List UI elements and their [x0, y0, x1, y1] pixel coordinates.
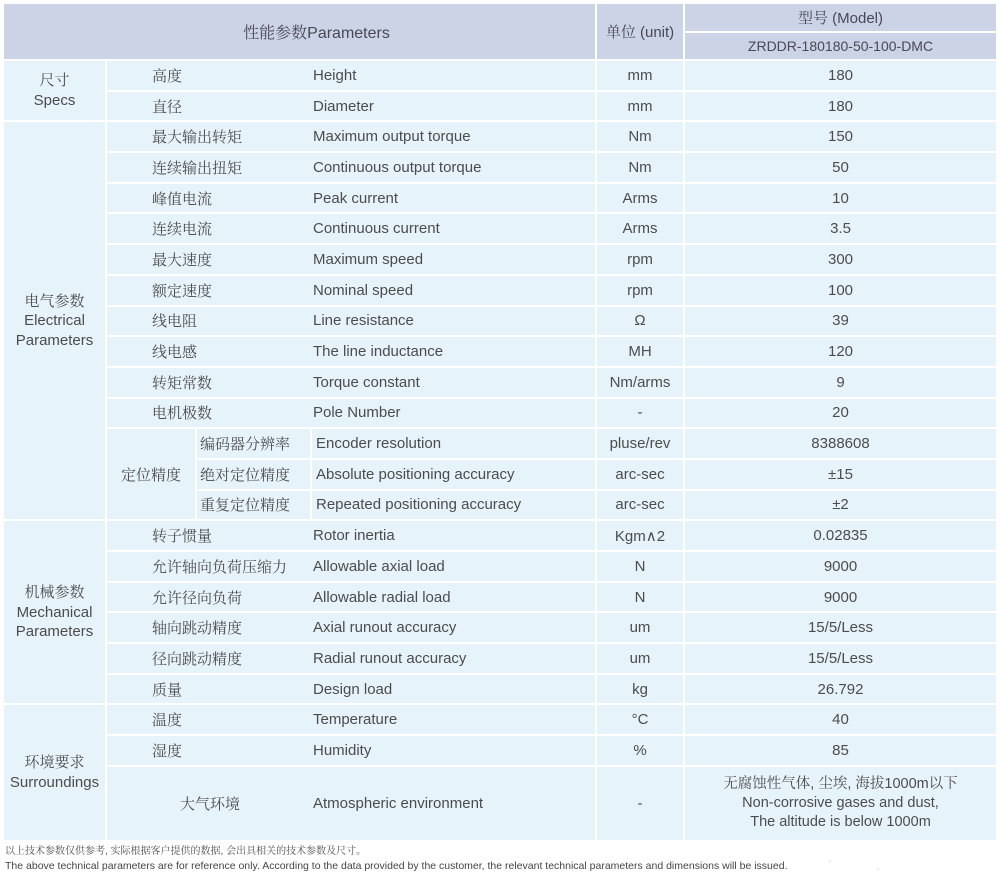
value-cell: 39 [685, 307, 996, 336]
table-body [4, 61, 996, 840]
param-name-zh: 允许径向负荷 [152, 589, 243, 607]
param-name-zh: 连续输出扭矩 [152, 159, 243, 177]
unit-cell: % [597, 736, 683, 765]
category-cell [4, 705, 105, 839]
spec-table [4, 4, 996, 840]
positioning-accuracy-group [107, 429, 996, 519]
param-name-zh: 径向跳动精度 [152, 650, 243, 668]
unit-cell: Nm [597, 153, 683, 182]
param-name-en: Absolute positioning accuracy [312, 460, 595, 489]
param-label-cell [107, 153, 595, 182]
unit-cell: arc-sec [597, 491, 683, 520]
value-cell: 10 [685, 184, 996, 213]
model-header-cell: 型号 (Model) [685, 4, 996, 31]
value-cell: 100 [685, 276, 996, 305]
unit-cell: Nm [597, 122, 683, 151]
table-row [107, 705, 996, 734]
table-row [197, 491, 996, 520]
value-cell: 300 [685, 245, 996, 274]
value-cell: 85 [685, 736, 996, 765]
category-label-en: Electrical Parameters [15, 312, 94, 349]
param-name-en: Continuous current [313, 220, 440, 238]
table-header [4, 4, 996, 59]
value-cell: 9 [685, 368, 996, 397]
section-rows [107, 521, 996, 703]
table-row [107, 92, 996, 121]
value-cell: 40 [685, 705, 996, 734]
param-label-cell [107, 767, 595, 840]
param-name-zh: 额定速度 [152, 282, 213, 300]
param-label-cell [107, 337, 595, 366]
param-label-cell [107, 705, 595, 734]
value-cell: 15/5/Less [685, 613, 996, 642]
param-name-zh: 峰值电流 [152, 190, 213, 208]
param-label-cell [107, 583, 595, 612]
table-row [107, 307, 996, 336]
param-name-zh: 质量 [152, 681, 183, 699]
table-row [107, 552, 996, 581]
table-row [107, 583, 996, 612]
param-name-en: Allowable radial load [313, 588, 451, 606]
unit-cell: Kgm∧2 [597, 521, 683, 550]
value-line: The altitude is below 1000m [750, 813, 931, 830]
param-name-zh: 大气环境 [179, 795, 240, 813]
table-row [107, 214, 996, 243]
category-label-zh: 电气参数 [24, 292, 85, 310]
value-cell: 180 [685, 61, 996, 90]
value-cell: 9000 [685, 552, 996, 581]
model-number-cell: ZRDDR-180180-50-100-DMC [685, 33, 996, 60]
category-cell [4, 122, 105, 519]
param-label-cell [107, 552, 595, 581]
section-specs [4, 61, 996, 120]
category-label-en: Specs [33, 91, 76, 109]
unit-cell: - [597, 399, 683, 428]
category-cell [4, 61, 105, 120]
param-name-zh: 线电阻 [152, 313, 198, 331]
param-name-en: Continuous output torque [313, 158, 482, 176]
param-name-en: Repeated positioning accuracy [312, 491, 595, 520]
param-name-zh: 允许轴向负荷压缩力 [152, 558, 288, 576]
param-name-zh: 转矩常数 [152, 374, 213, 392]
table-row [107, 337, 996, 366]
value-cell: 26.792 [685, 675, 996, 704]
table-row [107, 61, 996, 90]
positioning-group-cell: 定位精度 [107, 429, 195, 519]
unit-cell: °C [597, 705, 683, 734]
table-row [107, 613, 996, 642]
unit-cell: N [597, 583, 683, 612]
value-cell: ±2 [685, 491, 996, 520]
unit-cell: rpm [597, 245, 683, 274]
param-name-zh: 温度 [152, 712, 183, 730]
section-rows [107, 705, 996, 839]
param-name-en: Torque constant [313, 373, 420, 391]
faint-watermark [794, 851, 914, 877]
table-row [107, 736, 996, 765]
param-name-zh: 转子惯量 [152, 528, 213, 546]
param-name-zh: 湿度 [152, 742, 183, 760]
table-row [107, 644, 996, 673]
section-electrical [4, 122, 996, 519]
table-row [107, 368, 996, 397]
category-label-zh: 尺寸 [39, 72, 70, 90]
unit-header-cell: 单位 (unit) [597, 4, 683, 59]
param-label-cell [107, 368, 595, 397]
unit-cell: Nm/arms [597, 368, 683, 397]
category-label-zh: 环境要求 [24, 754, 85, 772]
category-label-zh: 机械参数 [24, 584, 85, 602]
param-label-cell [107, 184, 595, 213]
section-surroundings [4, 705, 996, 839]
param-name-en: Pole Number [313, 404, 401, 422]
param-name-en: Diameter [313, 97, 374, 115]
unit-cell: rpm [597, 276, 683, 305]
param-label-cell [107, 399, 595, 428]
param-name-en: Rotor inertia [313, 527, 395, 545]
value-cell: ±15 [685, 460, 996, 489]
param-name-zh: 电机极数 [152, 405, 213, 423]
param-label-cell [107, 521, 595, 550]
param-name-en: Line resistance [313, 312, 414, 330]
table-row [107, 521, 996, 550]
param-label-cell [107, 122, 595, 151]
param-name-en: Design load [313, 680, 393, 698]
table-row [107, 122, 996, 151]
param-name-en: Temperature [313, 711, 398, 729]
unit-cell: MH [597, 337, 683, 366]
category-label-en: Mechanical Parameters [15, 603, 94, 641]
value-line: Non-corrosive gases and dust, [742, 794, 939, 811]
param-name-zh: 高度 [152, 67, 183, 85]
param-name-en: The line inductance [313, 343, 444, 361]
param-name-en: Maximum output torque [313, 128, 471, 146]
table-row [197, 460, 996, 489]
table-row [107, 153, 996, 182]
value-line: 无腐蚀性气体, 尘埃, 海拔1000m以下 [723, 775, 958, 792]
section-rows [107, 122, 996, 519]
param-name-zh: 重复定位精度 [197, 491, 310, 520]
category-cell [4, 521, 105, 703]
param-label-cell [107, 675, 595, 704]
parameters-header-cell: 性能参数Parameters [4, 4, 595, 59]
section-rows [107, 61, 996, 120]
value-cell: 120 [685, 337, 996, 366]
unit-cell: - [597, 767, 683, 840]
table-row [107, 245, 996, 274]
atmospheric-row [107, 767, 996, 840]
param-name-zh: 线电感 [152, 344, 198, 362]
footer-note-en: The above technical parameters are for reference only. According to the data provided by the customer, the relevant technical parameters and dimensions will be issued. [5, 860, 788, 872]
param-label-cell [107, 613, 595, 642]
param-name-en: Allowable axial load [313, 557, 445, 575]
param-label-cell [107, 92, 595, 121]
param-name-en: Atmospheric environment [313, 794, 484, 812]
param-name-zh: 绝对定位精度 [197, 460, 310, 489]
param-name-zh: 编码器分辨率 [197, 429, 310, 458]
footer-notes [5, 844, 788, 875]
unit-cell: pluse/rev [597, 429, 683, 458]
model-header-column [685, 4, 996, 59]
param-label-cell [107, 276, 595, 305]
param-label-cell [107, 307, 595, 336]
unit-cell: Arms [597, 214, 683, 243]
value-cell: 9000 [685, 583, 996, 612]
value-cell: 8388608 [685, 429, 996, 458]
param-name-en: Nominal speed [313, 281, 414, 299]
unit-cell: um [597, 644, 683, 673]
table-row [197, 429, 996, 458]
value-cell: 150 [685, 122, 996, 151]
param-name-zh: 最大输出转矩 [152, 129, 243, 147]
param-label-cell [107, 61, 595, 90]
unit-cell: N [597, 552, 683, 581]
param-name-zh: 轴向跳动精度 [152, 620, 243, 638]
param-name-zh: 最大速度 [152, 251, 213, 269]
value-cell [685, 767, 996, 840]
table-row [107, 675, 996, 704]
value-cell: 15/5/Less [685, 644, 996, 673]
param-name-zh: 连续电流 [152, 221, 213, 239]
param-name-en: Radial runout accuracy [313, 649, 467, 667]
param-label-cell [107, 214, 595, 243]
value-cell: 0.02835 [685, 521, 996, 550]
unit-cell: um [597, 613, 683, 642]
param-name-en: Axial runout accuracy [313, 619, 457, 637]
param-name-en: Maximum speed [313, 250, 424, 268]
param-label-cell [107, 245, 595, 274]
category-label-en: Surroundings [9, 773, 100, 791]
unit-cell: Arms [597, 184, 683, 213]
param-name-en: Encoder resolution [312, 429, 595, 458]
param-name-en: Humidity [313, 741, 372, 759]
value-cell: 50 [685, 153, 996, 182]
unit-cell: arc-sec [597, 460, 683, 489]
footer-note-zh: 以上技术参数仅供参考, 实际根据客户提供的数据, 会出具相关的技术参数及尺寸。 [5, 846, 367, 857]
param-label-cell [107, 736, 595, 765]
unit-cell: kg [597, 675, 683, 704]
table-row [107, 399, 996, 428]
unit-cell: Ω [597, 307, 683, 336]
table-row [107, 276, 996, 305]
value-cell: 180 [685, 92, 996, 121]
table-row [107, 184, 996, 213]
value-cell: 3.5 [685, 214, 996, 243]
param-name-en: Peak current [313, 189, 399, 207]
param-name-en: Height [313, 66, 357, 84]
unit-cell: mm [597, 61, 683, 90]
param-name-zh: 直径 [152, 98, 183, 116]
section-mechanical [4, 521, 996, 703]
param-label-cell [107, 644, 595, 673]
value-cell: 20 [685, 399, 996, 428]
unit-cell: mm [597, 92, 683, 121]
subgroup-rows [197, 429, 996, 519]
